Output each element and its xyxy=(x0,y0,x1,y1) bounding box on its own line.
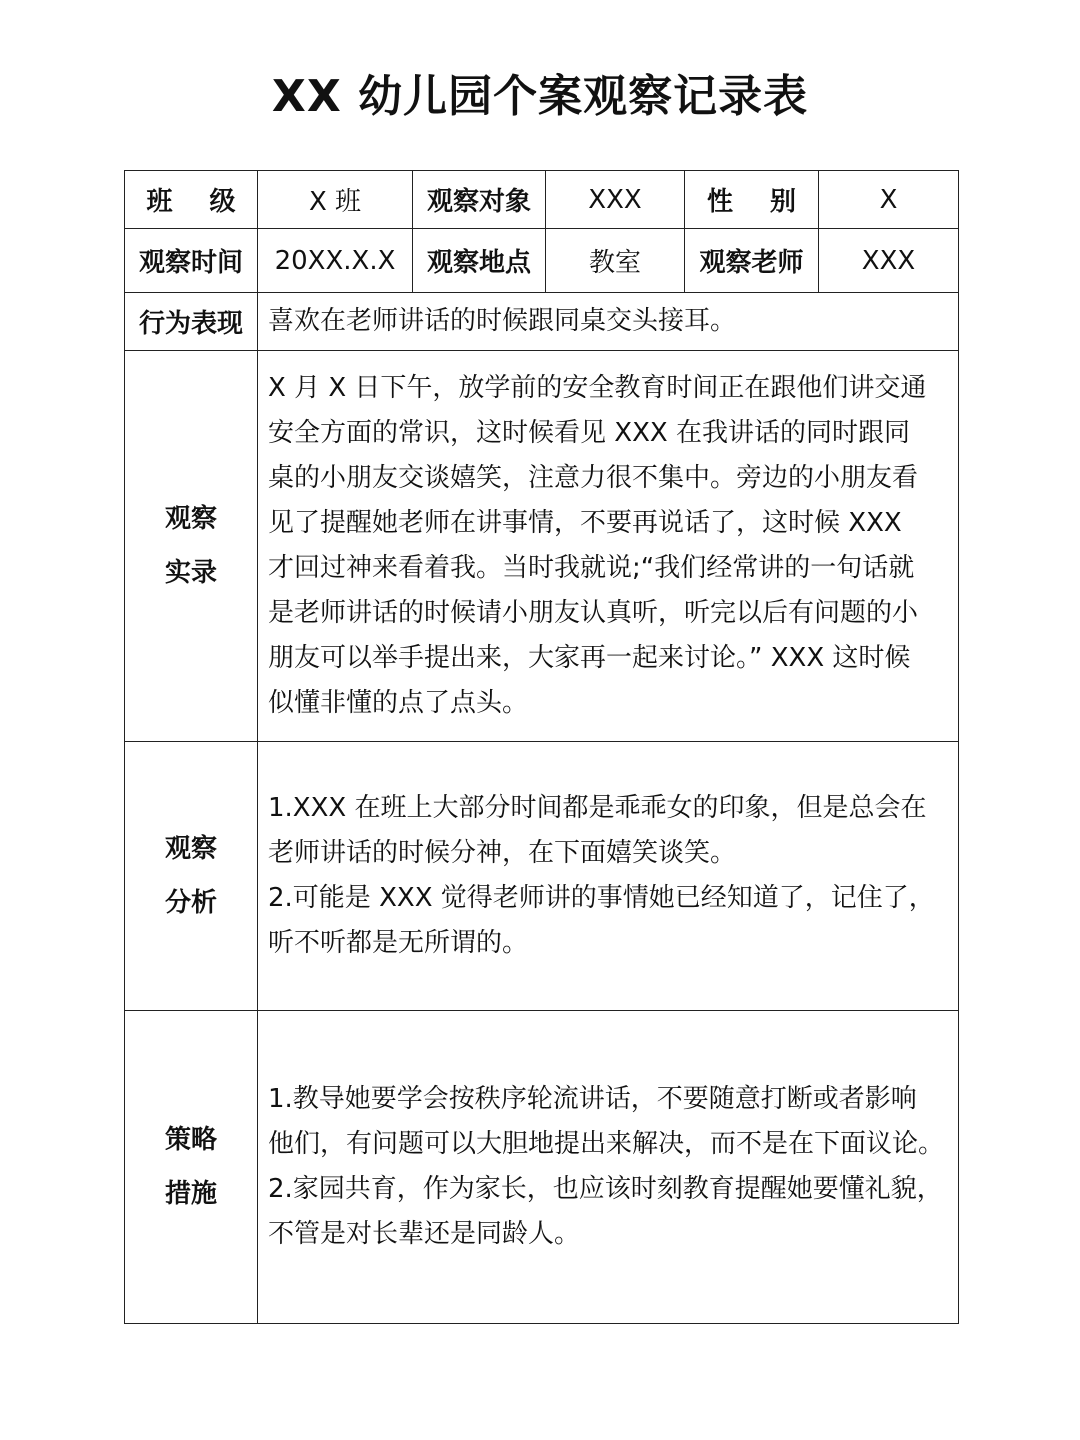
record-line: X 月 X 日下午，放学前的安全教育时间正在跟他们讲交通 xyxy=(268,373,927,403)
measures-label-line-2: 措施 xyxy=(164,1179,217,1209)
table-row-analysis xyxy=(125,742,959,1011)
record-line: 朋友可以举手提出来，大家再一起来讨论。” XXX 这时候 xyxy=(268,643,911,673)
behavior-text: 喜欢在老师讲话的时候跟同桌交头接耳。 xyxy=(258,293,959,351)
time-value: 20XX.X.X xyxy=(258,229,413,293)
record-line: 桌的小朋友交谈嬉笑，注意力很不集中。旁边的小朋友看 xyxy=(268,463,919,493)
record-label-line-2: 实录 xyxy=(164,558,217,588)
table-row-measures xyxy=(125,1011,959,1324)
analysis-line: 2.可能是 XXX 觉得老师讲的事情她已经知道了，记住了， xyxy=(268,883,935,913)
observation-record-table xyxy=(124,170,959,1324)
analysis-line: 老师讲话的时候分神，在下面嬉笑谈笑。 xyxy=(268,838,737,868)
subject-label: 观察对象 xyxy=(413,171,546,229)
table-row-behavior xyxy=(125,293,959,351)
record-line: 见了提醒她老师在讲事情，不要再说话了，这时候 XXX xyxy=(268,508,902,538)
table-row-record xyxy=(125,351,959,742)
analysis-label-line-2: 分析 xyxy=(164,888,217,918)
analysis-label-line-1: 观察 xyxy=(164,834,217,864)
document-title: XX 幼儿园个案观察记录表 xyxy=(271,71,809,122)
teacher-value: XXX xyxy=(819,229,959,293)
measures-label xyxy=(125,1011,258,1324)
record-line: 似懂非懂的点了点头。 xyxy=(268,688,529,718)
behavior-label: 行为表现 xyxy=(125,293,258,351)
record-label-line-1: 观察 xyxy=(164,504,217,534)
measures-text xyxy=(258,1011,959,1324)
record-text xyxy=(258,351,959,742)
analysis-line: 听不听都是无所谓的。 xyxy=(268,928,529,958)
gender-value: X xyxy=(819,171,959,229)
table-row-class-subject-gender xyxy=(125,171,959,229)
measures-line: 1.教导她要学会按秩序轮流讲话，不要随意打断或者影响 xyxy=(268,1084,917,1114)
teacher-label: 观察老师 xyxy=(685,229,819,293)
analysis-line: 1.XXX 在班上大部分时间都是乖乖女的印象，但是总会在 xyxy=(268,793,927,823)
class-value: X 班 xyxy=(258,171,413,229)
measures-line: 2.家园共育，作为家长，也应该时刻教育提醒她要懂礼貌， xyxy=(268,1174,943,1204)
time-label: 观察时间 xyxy=(125,229,258,293)
record-line: 安全方面的常识，这时候看见 XXX 在我讲话的同时跟同 xyxy=(268,418,910,448)
table-row-time-place-teacher xyxy=(125,229,959,293)
record-line: 才回过神来看着我。当时我就说;“我们经常讲的一句话就 xyxy=(268,553,915,583)
measures-line: 不管是对长辈还是同龄人。 xyxy=(268,1219,581,1249)
subject-value: XXX xyxy=(546,171,685,229)
place-label: 观察地点 xyxy=(413,229,546,293)
analysis-text xyxy=(258,742,959,1011)
measures-line: 他们，有问题可以大胆地提出来解决，而不是在下面议论。 xyxy=(268,1129,945,1159)
gender-label: 性 别 xyxy=(685,171,819,229)
record-line: 是老师讲话的时候请小朋友认真听，听完以后有问题的小 xyxy=(268,598,919,628)
place-value: 教室 xyxy=(546,229,685,293)
class-label: 班 级 xyxy=(125,171,258,229)
measures-label-line-1: 策略 xyxy=(164,1125,217,1155)
analysis-label xyxy=(125,742,258,1011)
record-label xyxy=(125,351,258,742)
